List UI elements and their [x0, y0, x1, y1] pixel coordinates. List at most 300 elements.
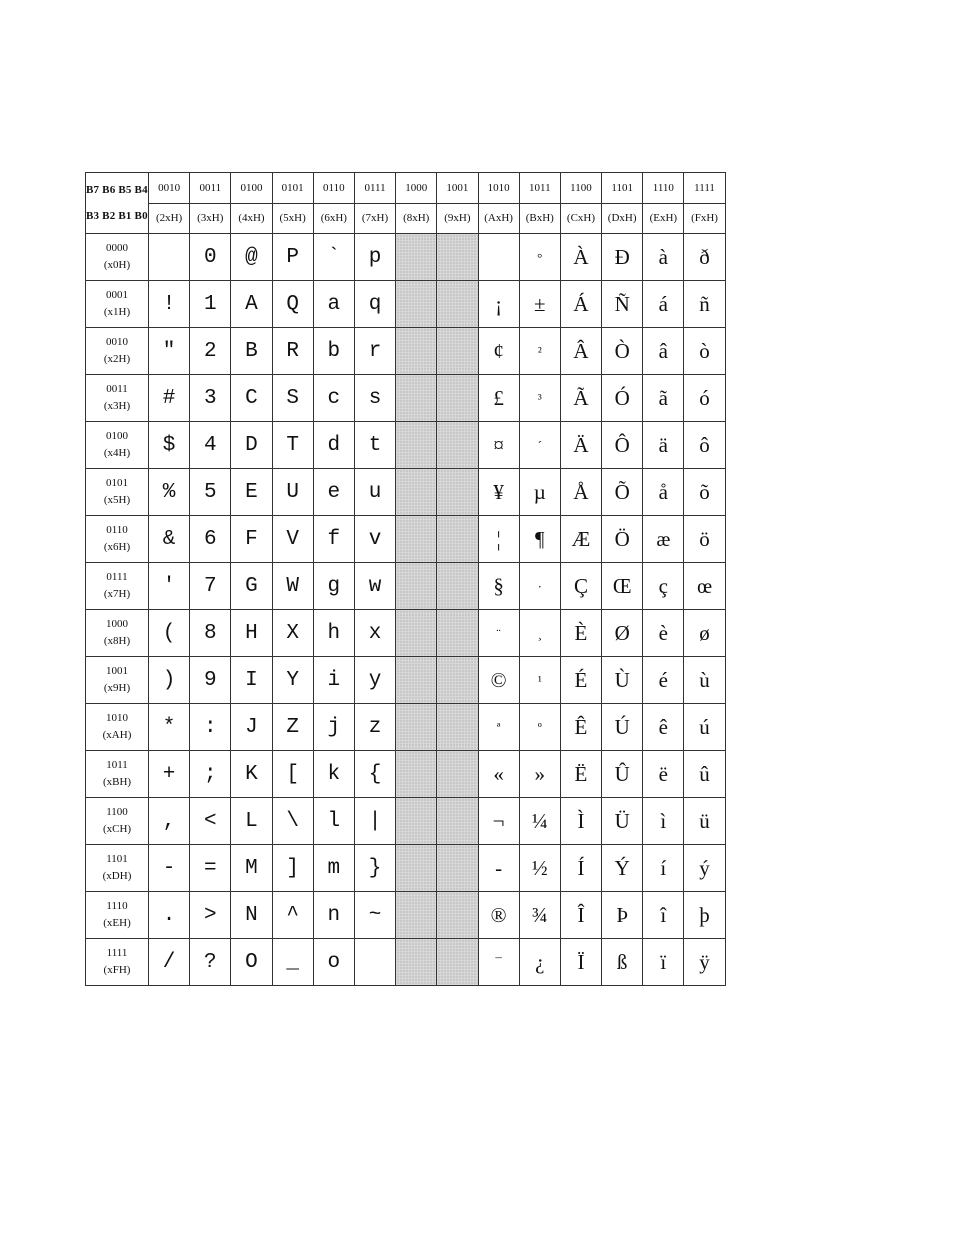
row-header-hex: (x2H): [103, 353, 131, 365]
char-cell: ¨: [478, 610, 519, 657]
char-cell: d: [313, 422, 354, 469]
char-cell: [437, 657, 478, 704]
char-cell: K: [231, 751, 272, 798]
column-bits-header-row: [86, 173, 726, 204]
char-cell: M: [231, 845, 272, 892]
column-header-hex: (3xH): [190, 203, 231, 234]
char-cell: è: [643, 610, 684, 657]
row-header-hex: (x6H): [103, 541, 131, 553]
char-cell: }: [354, 845, 395, 892]
char-cell: Ý: [602, 845, 643, 892]
char-cell: j: [313, 704, 354, 751]
char-cell: å: [643, 469, 684, 516]
char-cell: e: [313, 469, 354, 516]
char-cell: [437, 704, 478, 751]
column-header-hex: (AxH): [478, 203, 519, 234]
char-cell: ¾: [519, 892, 560, 939]
char-cell: O: [231, 939, 272, 986]
table-row: [86, 845, 726, 892]
char-cell: k: [313, 751, 354, 798]
char-cell: Ü: [602, 798, 643, 845]
char-cell: [437, 422, 478, 469]
row-header-bits: 1100: [106, 806, 128, 818]
char-cell: Ã: [560, 375, 601, 422]
char-cell: Þ: [602, 892, 643, 939]
char-cell: V: [272, 516, 313, 563]
char-cell: ñ: [684, 281, 725, 328]
char-cell: ": [149, 328, 190, 375]
char-cell: È: [560, 610, 601, 657]
column-header-hex: (2xH): [149, 203, 190, 234]
char-cell: #: [149, 375, 190, 422]
column-header-hex: (FxH): [684, 203, 725, 234]
column-header-bits: 0111: [354, 173, 395, 204]
row-header-bits: 1101: [106, 853, 128, 865]
row-header-bits: 0100: [106, 430, 128, 442]
char-cell: 4: [190, 422, 231, 469]
char-cell: _: [272, 939, 313, 986]
row-header-hex: (xAH): [102, 729, 132, 741]
char-cell: 1: [190, 281, 231, 328]
column-header-hex: (5xH): [272, 203, 313, 234]
row-header: [86, 704, 149, 751]
table-row: [86, 516, 726, 563]
char-cell: ü: [684, 798, 725, 845]
char-cell: ¸: [519, 610, 560, 657]
row-header-hex: (xEH): [103, 917, 131, 929]
char-cell: ¬: [478, 798, 519, 845]
column-header-bits: 0010: [149, 173, 190, 204]
char-cell: ~: [354, 892, 395, 939]
char-cell: n: [313, 892, 354, 939]
char-cell: ®: [478, 892, 519, 939]
char-cell: [437, 375, 478, 422]
char-cell: {: [354, 751, 395, 798]
row-header-hex: (x9H): [103, 682, 131, 694]
char-cell: [437, 516, 478, 563]
row-header-bits: 1000: [106, 618, 128, 630]
char-cell: ]: [272, 845, 313, 892]
row-header-hex: (x5H): [103, 494, 131, 506]
char-cell: ?: [190, 939, 231, 986]
row-header-hex: (x7H): [103, 588, 131, 600]
char-cell: £: [478, 375, 519, 422]
char-cell: [437, 234, 478, 281]
char-cell: ¦: [478, 516, 519, 563]
char-cell: Ë: [560, 751, 601, 798]
char-cell: Â: [560, 328, 601, 375]
char-cell: <: [190, 798, 231, 845]
char-cell: *: [149, 704, 190, 751]
corner-bottom-label: B3 B2 B1 B0: [86, 210, 148, 222]
char-cell: ^: [272, 892, 313, 939]
char-cell: [396, 516, 437, 563]
char-cell: ): [149, 657, 190, 704]
char-cell: Ê: [560, 704, 601, 751]
char-cell: f: [313, 516, 354, 563]
char-cell: [: [272, 751, 313, 798]
char-cell: [478, 234, 519, 281]
char-cell: :: [190, 704, 231, 751]
char-cell: i: [313, 657, 354, 704]
row-header: [86, 610, 149, 657]
char-cell: [396, 328, 437, 375]
row-header: [86, 469, 149, 516]
column-header-bits: 1100: [560, 173, 601, 204]
char-cell: [437, 469, 478, 516]
char-cell: u: [354, 469, 395, 516]
char-cell: ç: [643, 563, 684, 610]
char-cell: [354, 939, 395, 986]
char-cell: x: [354, 610, 395, 657]
char-cell: Ñ: [602, 281, 643, 328]
char-cell: Æ: [560, 516, 601, 563]
column-header-bits: 0100: [231, 173, 272, 204]
char-cell: `: [313, 234, 354, 281]
char-cell: 8: [190, 610, 231, 657]
char-cell: ý: [684, 845, 725, 892]
column-header-hex: (CxH): [560, 203, 601, 234]
table-row: [86, 375, 726, 422]
char-cell: [437, 892, 478, 939]
row-header-hex: (x1H): [103, 306, 131, 318]
char-cell: ð: [684, 234, 725, 281]
row-header-bits: 1111: [106, 947, 128, 959]
char-cell: =: [190, 845, 231, 892]
char-cell: Œ: [602, 563, 643, 610]
char-cell: â: [643, 328, 684, 375]
row-header: [86, 563, 149, 610]
char-cell: s: [354, 375, 395, 422]
row-header: [86, 798, 149, 845]
char-cell: [437, 939, 478, 986]
char-cell: @: [231, 234, 272, 281]
char-cell: ¡: [478, 281, 519, 328]
char-cell: ¶: [519, 516, 560, 563]
char-cell: %: [149, 469, 190, 516]
char-cell: û: [684, 751, 725, 798]
column-header-bits: 0110: [313, 173, 354, 204]
column-header-bits: 1011: [519, 173, 560, 204]
char-cell: D: [231, 422, 272, 469]
char-cell: [396, 281, 437, 328]
char-cell: a: [313, 281, 354, 328]
column-header-bits: 1101: [602, 173, 643, 204]
char-cell: Á: [560, 281, 601, 328]
char-cell: §: [478, 563, 519, 610]
char-cell: >: [190, 892, 231, 939]
char-cell: [396, 939, 437, 986]
char-cell: 6: [190, 516, 231, 563]
char-cell: [396, 375, 437, 422]
char-cell: [437, 798, 478, 845]
table-row: [86, 610, 726, 657]
char-cell: -: [149, 845, 190, 892]
char-cell: z: [354, 704, 395, 751]
column-hex-header-row: [86, 203, 726, 234]
row-header: [86, 422, 149, 469]
char-cell: á: [643, 281, 684, 328]
char-cell: [396, 234, 437, 281]
char-cell: P: [272, 234, 313, 281]
column-header-bits: 1000: [396, 173, 437, 204]
column-header-hex: (9xH): [437, 203, 478, 234]
char-cell: «: [478, 751, 519, 798]
char-cell: A: [231, 281, 272, 328]
char-cell: ²: [519, 328, 560, 375]
table-row: [86, 469, 726, 516]
column-header-bits: 1001: [437, 173, 478, 204]
char-cell: B: [231, 328, 272, 375]
char-cell: ': [149, 563, 190, 610]
char-cell: q: [354, 281, 395, 328]
char-cell: º: [519, 704, 560, 751]
row-header-bits: 1110: [106, 900, 128, 912]
row-header-hex: (x0H): [103, 259, 131, 271]
char-cell: °: [519, 234, 560, 281]
char-cell: ¢: [478, 328, 519, 375]
char-cell: ã: [643, 375, 684, 422]
char-cell: ë: [643, 751, 684, 798]
char-cell: À: [560, 234, 601, 281]
column-header-hex: (DxH): [602, 203, 643, 234]
row-header: [86, 375, 149, 422]
char-cell: [396, 845, 437, 892]
char-cell: y: [354, 657, 395, 704]
char-cell: -: [478, 845, 519, 892]
char-cell: µ: [519, 469, 560, 516]
row-header-bits: 0010: [106, 336, 128, 348]
char-cell: [437, 751, 478, 798]
char-cell: ì: [643, 798, 684, 845]
char-cell: b: [313, 328, 354, 375]
char-cell: [396, 704, 437, 751]
char-cell: [396, 751, 437, 798]
char-cell: þ: [684, 892, 725, 939]
char-cell: (: [149, 610, 190, 657]
column-header-hex: (8xH): [396, 203, 437, 234]
char-cell: N: [231, 892, 272, 939]
row-header-hex: (x4H): [103, 447, 131, 459]
char-cell: 2: [190, 328, 231, 375]
char-cell: Õ: [602, 469, 643, 516]
char-cell: 0: [190, 234, 231, 281]
row-header-bits: 0111: [106, 571, 128, 583]
char-cell: o: [313, 939, 354, 986]
column-header-bits: 0011: [190, 173, 231, 204]
char-cell: [149, 234, 190, 281]
row-header: [86, 281, 149, 328]
char-cell: c: [313, 375, 354, 422]
char-cell: ß: [602, 939, 643, 986]
char-cell: g: [313, 563, 354, 610]
char-cell: É: [560, 657, 601, 704]
row-header: [86, 845, 149, 892]
char-cell: T: [272, 422, 313, 469]
row-header-bits: 0101: [106, 477, 128, 489]
char-cell: [396, 798, 437, 845]
char-cell: Ç: [560, 563, 601, 610]
char-cell: ±: [519, 281, 560, 328]
char-cell: W: [272, 563, 313, 610]
table-row: [86, 422, 726, 469]
char-cell: Đ: [602, 234, 643, 281]
char-cell: ó: [684, 375, 725, 422]
char-cell: L: [231, 798, 272, 845]
char-cell: ½: [519, 845, 560, 892]
char-cell: [396, 892, 437, 939]
char-cell: t: [354, 422, 395, 469]
char-cell: ä: [643, 422, 684, 469]
char-cell: |: [354, 798, 395, 845]
char-cell: U: [272, 469, 313, 516]
char-cell: Z: [272, 704, 313, 751]
character-set-table: [85, 172, 726, 986]
char-cell: œ: [684, 563, 725, 610]
char-cell: [437, 563, 478, 610]
char-cell: h: [313, 610, 354, 657]
char-cell: [396, 657, 437, 704]
char-cell: 9: [190, 657, 231, 704]
char-cell: ï: [643, 939, 684, 986]
char-cell: Ä: [560, 422, 601, 469]
row-header: [86, 328, 149, 375]
row-header-hex: (xFH): [103, 964, 131, 976]
table-row: [86, 939, 726, 986]
char-cell: C: [231, 375, 272, 422]
row-header-bits: 1010: [106, 712, 128, 724]
char-cell: Ú: [602, 704, 643, 751]
row-header: [86, 892, 149, 939]
char-cell: ¼: [519, 798, 560, 845]
char-cell: X: [272, 610, 313, 657]
char-cell: »: [519, 751, 560, 798]
table-row: [86, 892, 726, 939]
char-cell: I: [231, 657, 272, 704]
char-cell: F: [231, 516, 272, 563]
row-header: [86, 516, 149, 563]
char-cell: ¯: [478, 939, 519, 986]
column-header-hex: (ExH): [643, 203, 684, 234]
char-cell: ú: [684, 704, 725, 751]
column-header-hex: (4xH): [231, 203, 272, 234]
char-cell: æ: [643, 516, 684, 563]
char-cell: Û: [602, 751, 643, 798]
char-cell: !: [149, 281, 190, 328]
char-cell: é: [643, 657, 684, 704]
char-cell: G: [231, 563, 272, 610]
row-header: [86, 234, 149, 281]
char-cell: Í: [560, 845, 601, 892]
table-row: [86, 234, 726, 281]
char-cell: ³: [519, 375, 560, 422]
char-cell: à: [643, 234, 684, 281]
char-cell: [437, 845, 478, 892]
char-cell: ö: [684, 516, 725, 563]
row-header-bits: 1001: [106, 665, 128, 677]
row-header: [86, 751, 149, 798]
char-cell: $: [149, 422, 190, 469]
table-row: [86, 281, 726, 328]
table-row: [86, 328, 726, 375]
char-cell: .: [149, 892, 190, 939]
row-header-bits: 0000: [106, 242, 128, 254]
char-cell: ÿ: [684, 939, 725, 986]
table-row: [86, 563, 726, 610]
column-header-bits: 1110: [643, 173, 684, 204]
char-cell: J: [231, 704, 272, 751]
char-cell: Y: [272, 657, 313, 704]
char-cell: Ù: [602, 657, 643, 704]
column-header-hex: (7xH): [354, 203, 395, 234]
row-header-bits: 0011: [106, 383, 128, 395]
char-cell: ©: [478, 657, 519, 704]
char-cell: &: [149, 516, 190, 563]
char-cell: ;: [190, 751, 231, 798]
column-header-bits: 1010: [478, 173, 519, 204]
row-header-bits: 1011: [106, 759, 128, 771]
char-cell: Ò: [602, 328, 643, 375]
column-header-bits: 1111: [684, 173, 725, 204]
table-row: [86, 798, 726, 845]
char-cell: [437, 281, 478, 328]
char-cell: /: [149, 939, 190, 986]
char-cell: ø: [684, 610, 725, 657]
char-cell: Ï: [560, 939, 601, 986]
char-cell: Q: [272, 281, 313, 328]
char-cell: +: [149, 751, 190, 798]
char-cell: Ó: [602, 375, 643, 422]
char-cell: Î: [560, 892, 601, 939]
char-cell: ¥: [478, 469, 519, 516]
char-cell: R: [272, 328, 313, 375]
char-cell: 5: [190, 469, 231, 516]
char-cell: î: [643, 892, 684, 939]
char-cell: õ: [684, 469, 725, 516]
table-row: [86, 751, 726, 798]
char-cell: v: [354, 516, 395, 563]
char-cell: ´: [519, 422, 560, 469]
char-cell: p: [354, 234, 395, 281]
char-cell: \: [272, 798, 313, 845]
char-cell: [396, 563, 437, 610]
char-cell: Ì: [560, 798, 601, 845]
char-cell: Ô: [602, 422, 643, 469]
row-header-bits: 0001: [106, 289, 128, 301]
char-cell: [437, 328, 478, 375]
row-header: [86, 939, 149, 986]
char-cell: [396, 422, 437, 469]
char-cell: l: [313, 798, 354, 845]
char-cell: Ø: [602, 610, 643, 657]
char-cell: ò: [684, 328, 725, 375]
char-cell: r: [354, 328, 395, 375]
row-header-hex: (xBH): [102, 776, 132, 788]
row-header: [86, 657, 149, 704]
column-header-bits: 0101: [272, 173, 313, 204]
char-cell: w: [354, 563, 395, 610]
table-row: [86, 657, 726, 704]
column-header-hex: (BxH): [519, 203, 560, 234]
char-cell: [437, 610, 478, 657]
char-cell: ¿: [519, 939, 560, 986]
row-header-hex: (x8H): [103, 635, 131, 647]
char-cell: ª: [478, 704, 519, 751]
char-cell: Ö: [602, 516, 643, 563]
char-cell: í: [643, 845, 684, 892]
char-cell: E: [231, 469, 272, 516]
char-cell: ô: [684, 422, 725, 469]
